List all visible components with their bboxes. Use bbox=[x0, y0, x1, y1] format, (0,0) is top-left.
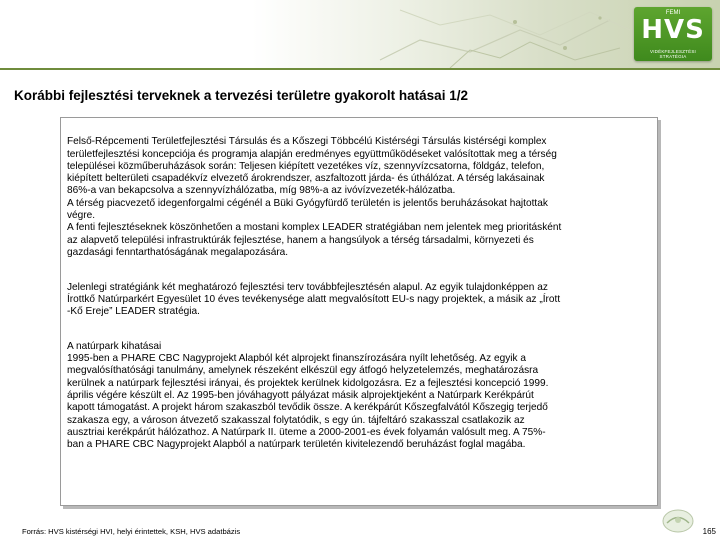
logo-top-text: FEMI bbox=[665, 10, 681, 16]
header-band bbox=[0, 0, 720, 68]
logo-subtitle: VIDÉKFEJLESZTÉSI STRATÉGIA bbox=[650, 49, 696, 59]
content-text bbox=[67, 124, 657, 474]
page-number: 165 bbox=[702, 527, 716, 536]
header-divider bbox=[0, 68, 720, 70]
page-title: Korábbi fejlesztési terveknek a tervezési területre gyakorolt hatásai 1/2 bbox=[14, 88, 468, 103]
hvs-logo bbox=[634, 7, 712, 61]
logo-letters: HVS bbox=[641, 15, 705, 45]
paragraph-naturpark: A natúrpark kihatásai 1995-ben a PHARE CBC Nagyprojekt Alapból két alprojekt finanszírozására nyílt lehetőség. Az egyik a megvalósíthatósági tanulmány, amelynek részeként elkészül egy átfogó helyzetelemzés, meghatározásra kerülnek a natúrpark fejlesztési irányai, és projektek kerülnek kidolgozásra. Ez a fejlesztési koncepció 1999. április végére készült el. Az 1995-ben jóváhagyott pályázat másik alprojektjeként a Natúrpark Kerékpárút kapott támogatást. A projekt három szakaszból tevődik össze. A kerékpárút Kőszegfalvától Kőszegig terjedő szakasza egy, a városon átvezető szakasszal folytatódik, s egy ún. tájfeltáró szakasszal csatlakozik az ausztriai kerékpárút hálózathoz. A Natúrpark II. üteme a 2000-2001-es évek folyamán valósult meg. A 75%- ban a PHARE CBC Nagyprojekt Alapból a natúrpark területén kivitelezendő beruházást foglal magába. bbox=[67, 340, 549, 451]
paragraph-strategy: Jelenlegi stratégiánk két meghatározó fejlesztési terv továbbfejlesztésén alapul. Az egyik tulajdonképpen az Írottkő Natúrparkért Egyesület 10 éves tevékenysége alatt megvalósított EU-s nagy projektek, a másik az „Írott -Kő Ereje” LEADER stratégia. bbox=[67, 281, 561, 318]
content-box bbox=[60, 117, 658, 506]
source-note: Forrás: HVS kistérségi HVI, helyi érintettek, KSH, HVS adatbázis bbox=[22, 527, 241, 536]
paragraph-infrastructure: Felső-Répcementi Területfejlesztési Társulás és a Kőszegi Többcélú Kistérségi Társulás kistérségi komplex területfejlesztési koncepciója és programja alapján eredményes együttműködéseket valósítottak meg a térség települései közműberuházások során: Teljesen kiépített vezetékes víz, szennyvízcsatorna, földgáz, telefon, kiépített belterületi csapadékvíz elvezető árokrendszer, aszfaltozott járda- és úthálózat. A térség lakásainak 86%-a van bekapcsolva a szennyvízhálózatba, míg 98%-a az ivóvízvezeték-hálózatba. A térség piacvezető idegenforgalmi cégénél a Büki Gyógyfürdő területén is jelentős beruházásokat hajtottak végre. A fenti fejlesztéseknek köszönhetően a mostani komplex LEADER stratégiában nem jelentek meg prioritásként az alapvető települési infrastruktúrák fejlesztése, hanem a hangsúlyok a térség társadalmi, környezeti és gazdasági fenntarthatóságának megalapozására. bbox=[67, 136, 562, 258]
footer-emblem-icon bbox=[661, 508, 695, 534]
map-background-graphic bbox=[0, 0, 720, 68]
